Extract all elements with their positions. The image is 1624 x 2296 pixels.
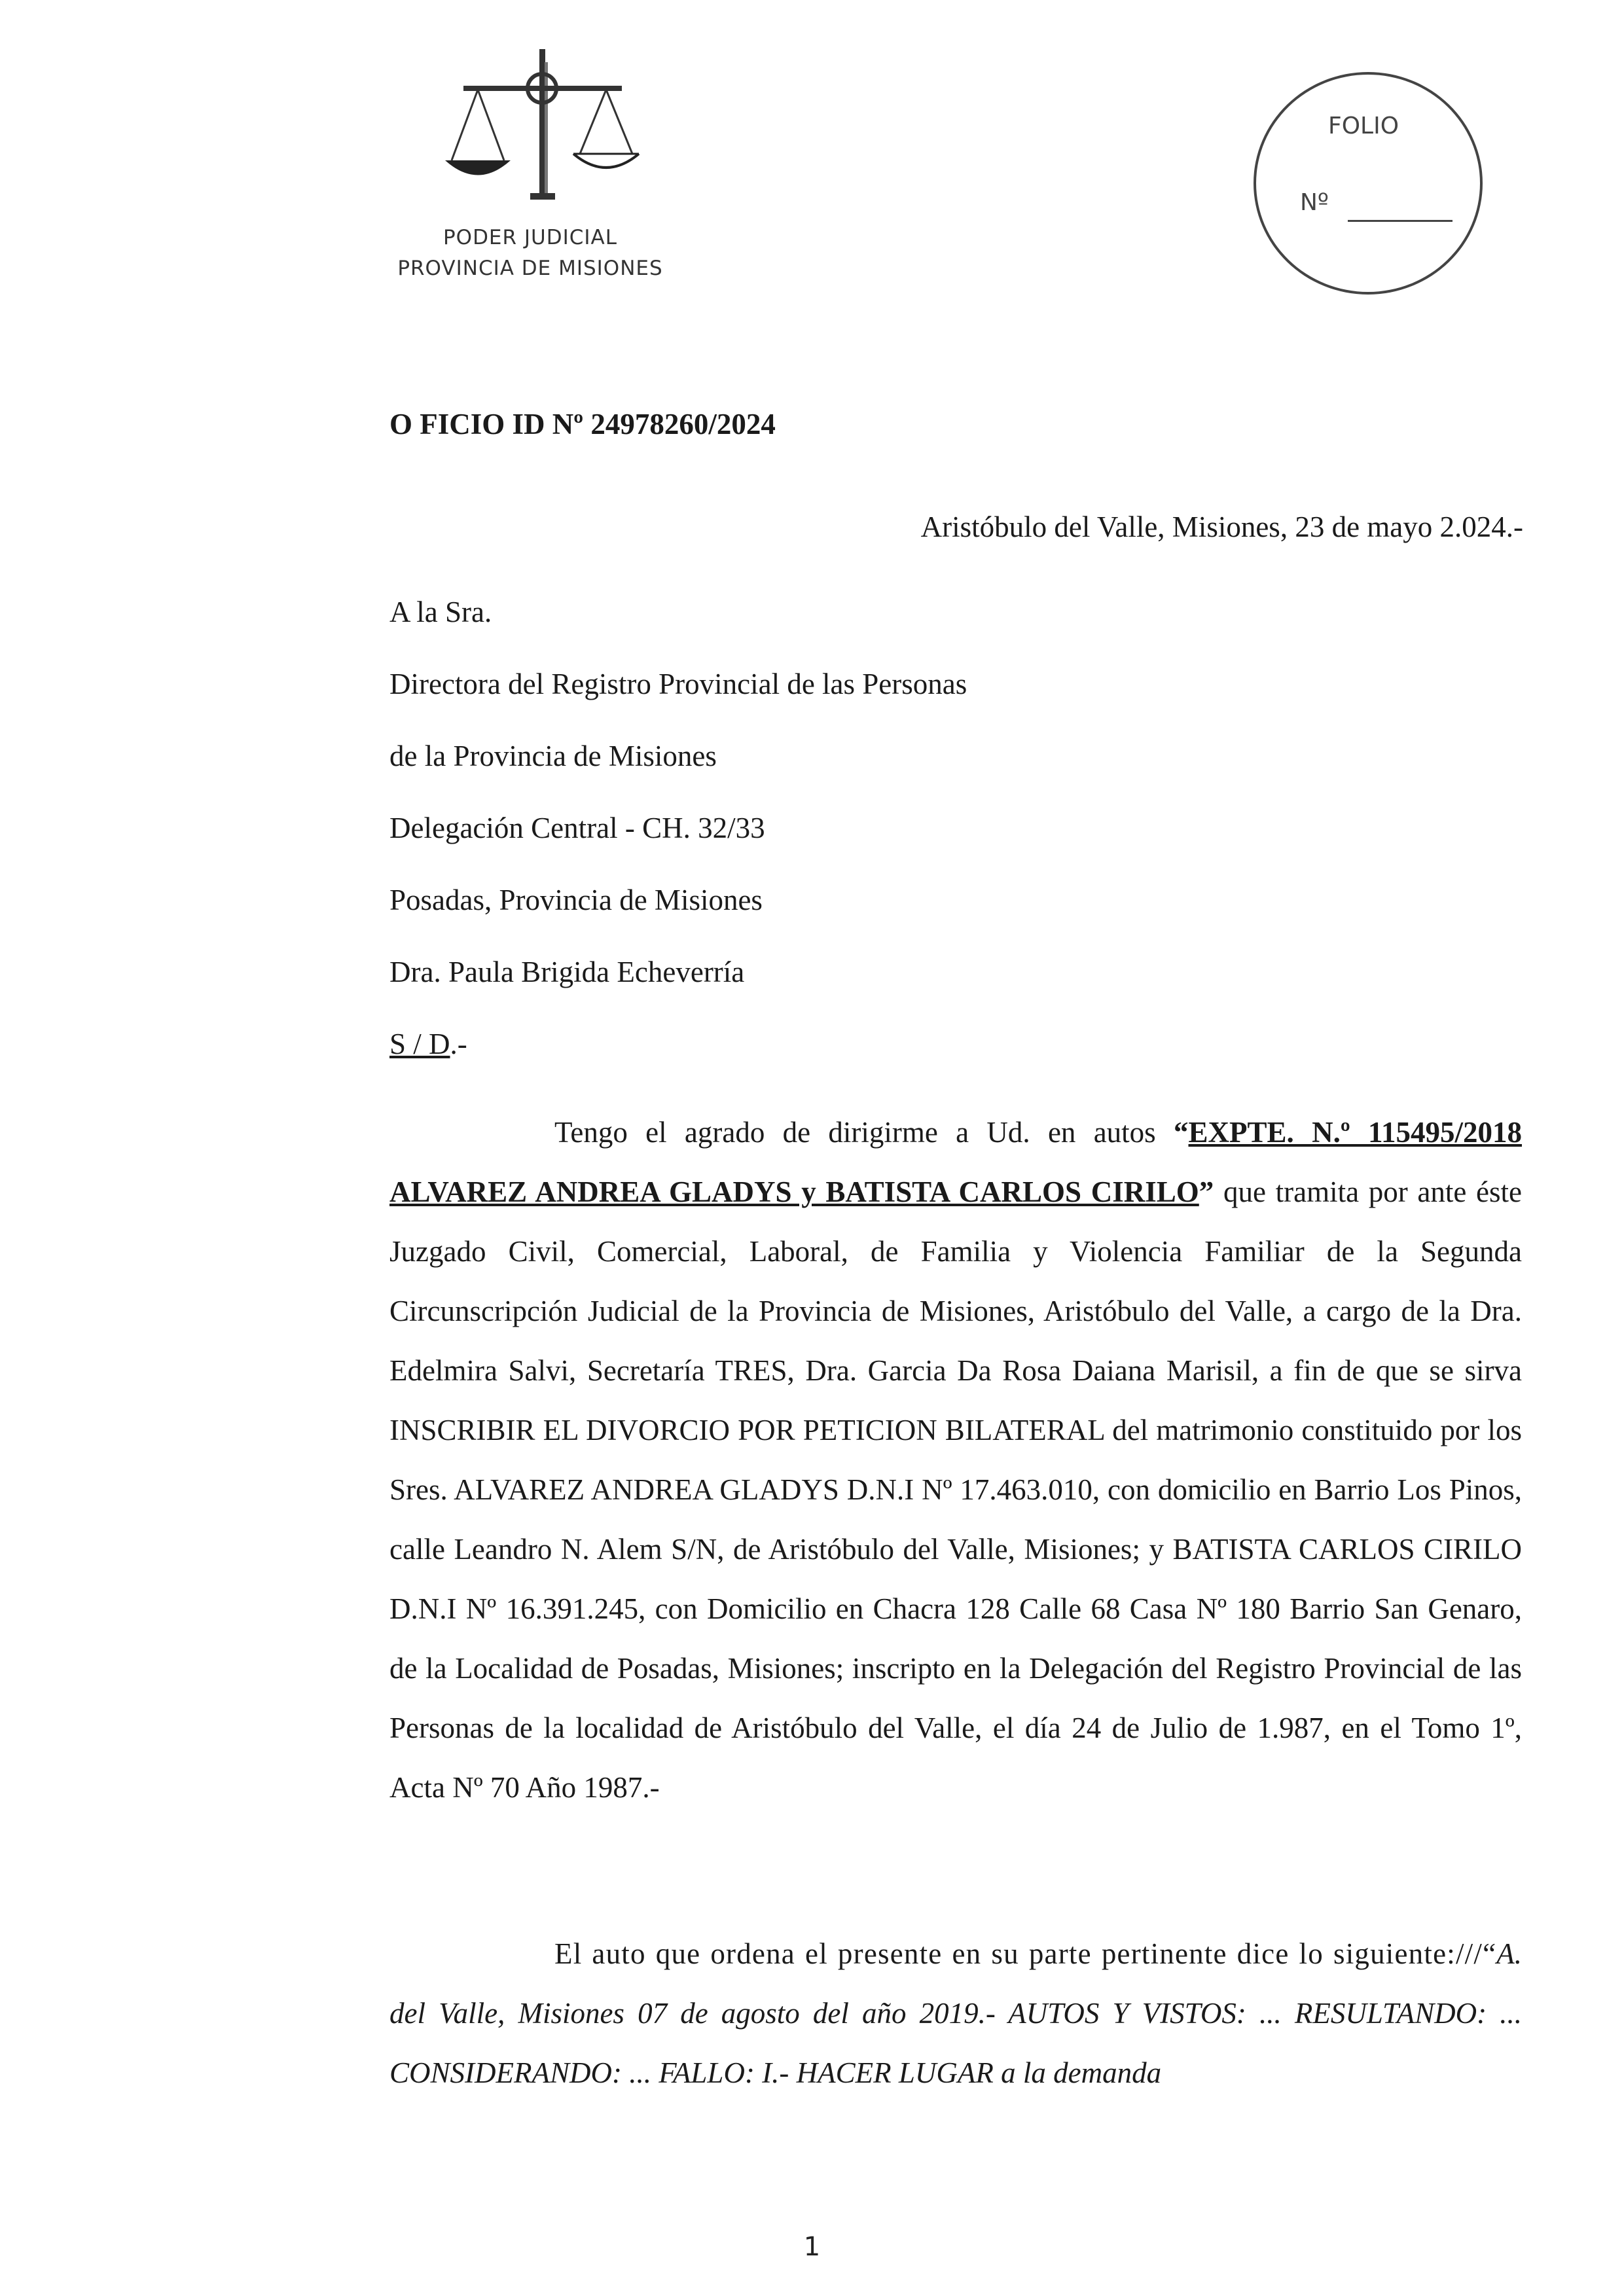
folio-number-label: Nº — [1300, 189, 1329, 216]
folio-title: FOLIO — [1328, 113, 1399, 139]
paragraph1-body: que tramita por ante éste Juzgado Civil, Comercial, Laboral, de Familia y Violencia Familiar de la Segunda Circunscripción Judicial de la Provincia de Misiones, Aristóbulo del Valle, a cargo de la Dra. Edelmira Salvi, Secretaría TRES, Dra. Garcia Da Rosa Daiana Marisil, a fin de que se sirva INSCRIBIR EL DIVORCIO POR PETICION BILATERAL del matrimonio constituido por los Sres. ALVAREZ ANDREA GLADYS D.N.I Nº 17.463.010, con domicilio en Barrio Los Pinos, calle Leandro N. Alem S/N, de Aristóbulo del Valle, Misiones; y BATISTA CARLOS CIRILO D.N.I Nº 16.391.245, con Domicilio en Chacra 128 Calle 68 Casa Nº 180 Barrio San Genaro, de la Localidad de Posadas, Misiones; inscripto en la Delegación del Registro Provincial de las Personas de la localidad de Aristóbulo del Valle, el día 24 de Julio de 1.987, en el Tomo 1º, Acta Nº 70 Año 1987.- — [389, 1175, 1522, 1804]
paragraph2-quoted: A. del Valle, Misiones 07 de agosto del año 2019.- AUTOS Y VISTOS: ... RESULTANDO: ... CONSIDERANDO: ... FALLO: I.- HACER LUGAR a la demanda — [389, 1937, 1522, 2089]
recipient-sd — [389, 1024, 467, 1064]
folio-stamp — [1254, 72, 1483, 295]
oficio-number: O FICIO ID Nº 24978260/2024 — [389, 408, 776, 440]
body-paragraph-2 — [389, 1924, 1522, 2103]
sd-text: S / D — [389, 1028, 450, 1060]
paragraph2-intro: El auto que ordena el presente en su parte pertinente dice lo siguiente:///“ — [554, 1937, 1497, 1970]
recipient-line3: de la Provincia de Misiones — [389, 740, 717, 772]
paragraph1-intro: Tengo el agrado de dirigirme a Ud. en autos — [554, 1116, 1174, 1149]
logo-text-line2: PROVINCIA DE MISIONES — [397, 257, 663, 280]
quote-open: “ — [1174, 1116, 1189, 1149]
scales-of-justice-icon — [406, 36, 681, 226]
recipient-line4: Delegación Central - CH. 32/33 — [389, 812, 765, 844]
recipient-line2: Directora del Registro Provincial de las Personas — [389, 668, 967, 700]
body-paragraph-1 — [389, 1103, 1522, 1818]
page-number: 1 — [803, 2232, 821, 2262]
poder-judicial-logo — [397, 36, 681, 298]
folio-number-blank — [1348, 220, 1453, 222]
recipient-line5: Posadas, Provincia de Misiones — [389, 884, 763, 916]
place-date: Aristóbulo del Valle, Misiones, 23 de mayo 2.024.- — [920, 511, 1523, 543]
recipient-line6: Dra. Paula Brigida Echeverría — [389, 956, 745, 988]
sd-suffix: .- — [450, 1028, 467, 1060]
logo-text-line1: PODER JUDICIAL — [442, 226, 618, 249]
case-title: EXPTE. N.º 115495/2018 ALVAREZ ANDREA GLADYS y BATISTA CARLOS CIRILO — [389, 1116, 1522, 1208]
recipient-line1: A la Sra. — [389, 596, 492, 628]
quote-close: ” — [1199, 1175, 1214, 1208]
